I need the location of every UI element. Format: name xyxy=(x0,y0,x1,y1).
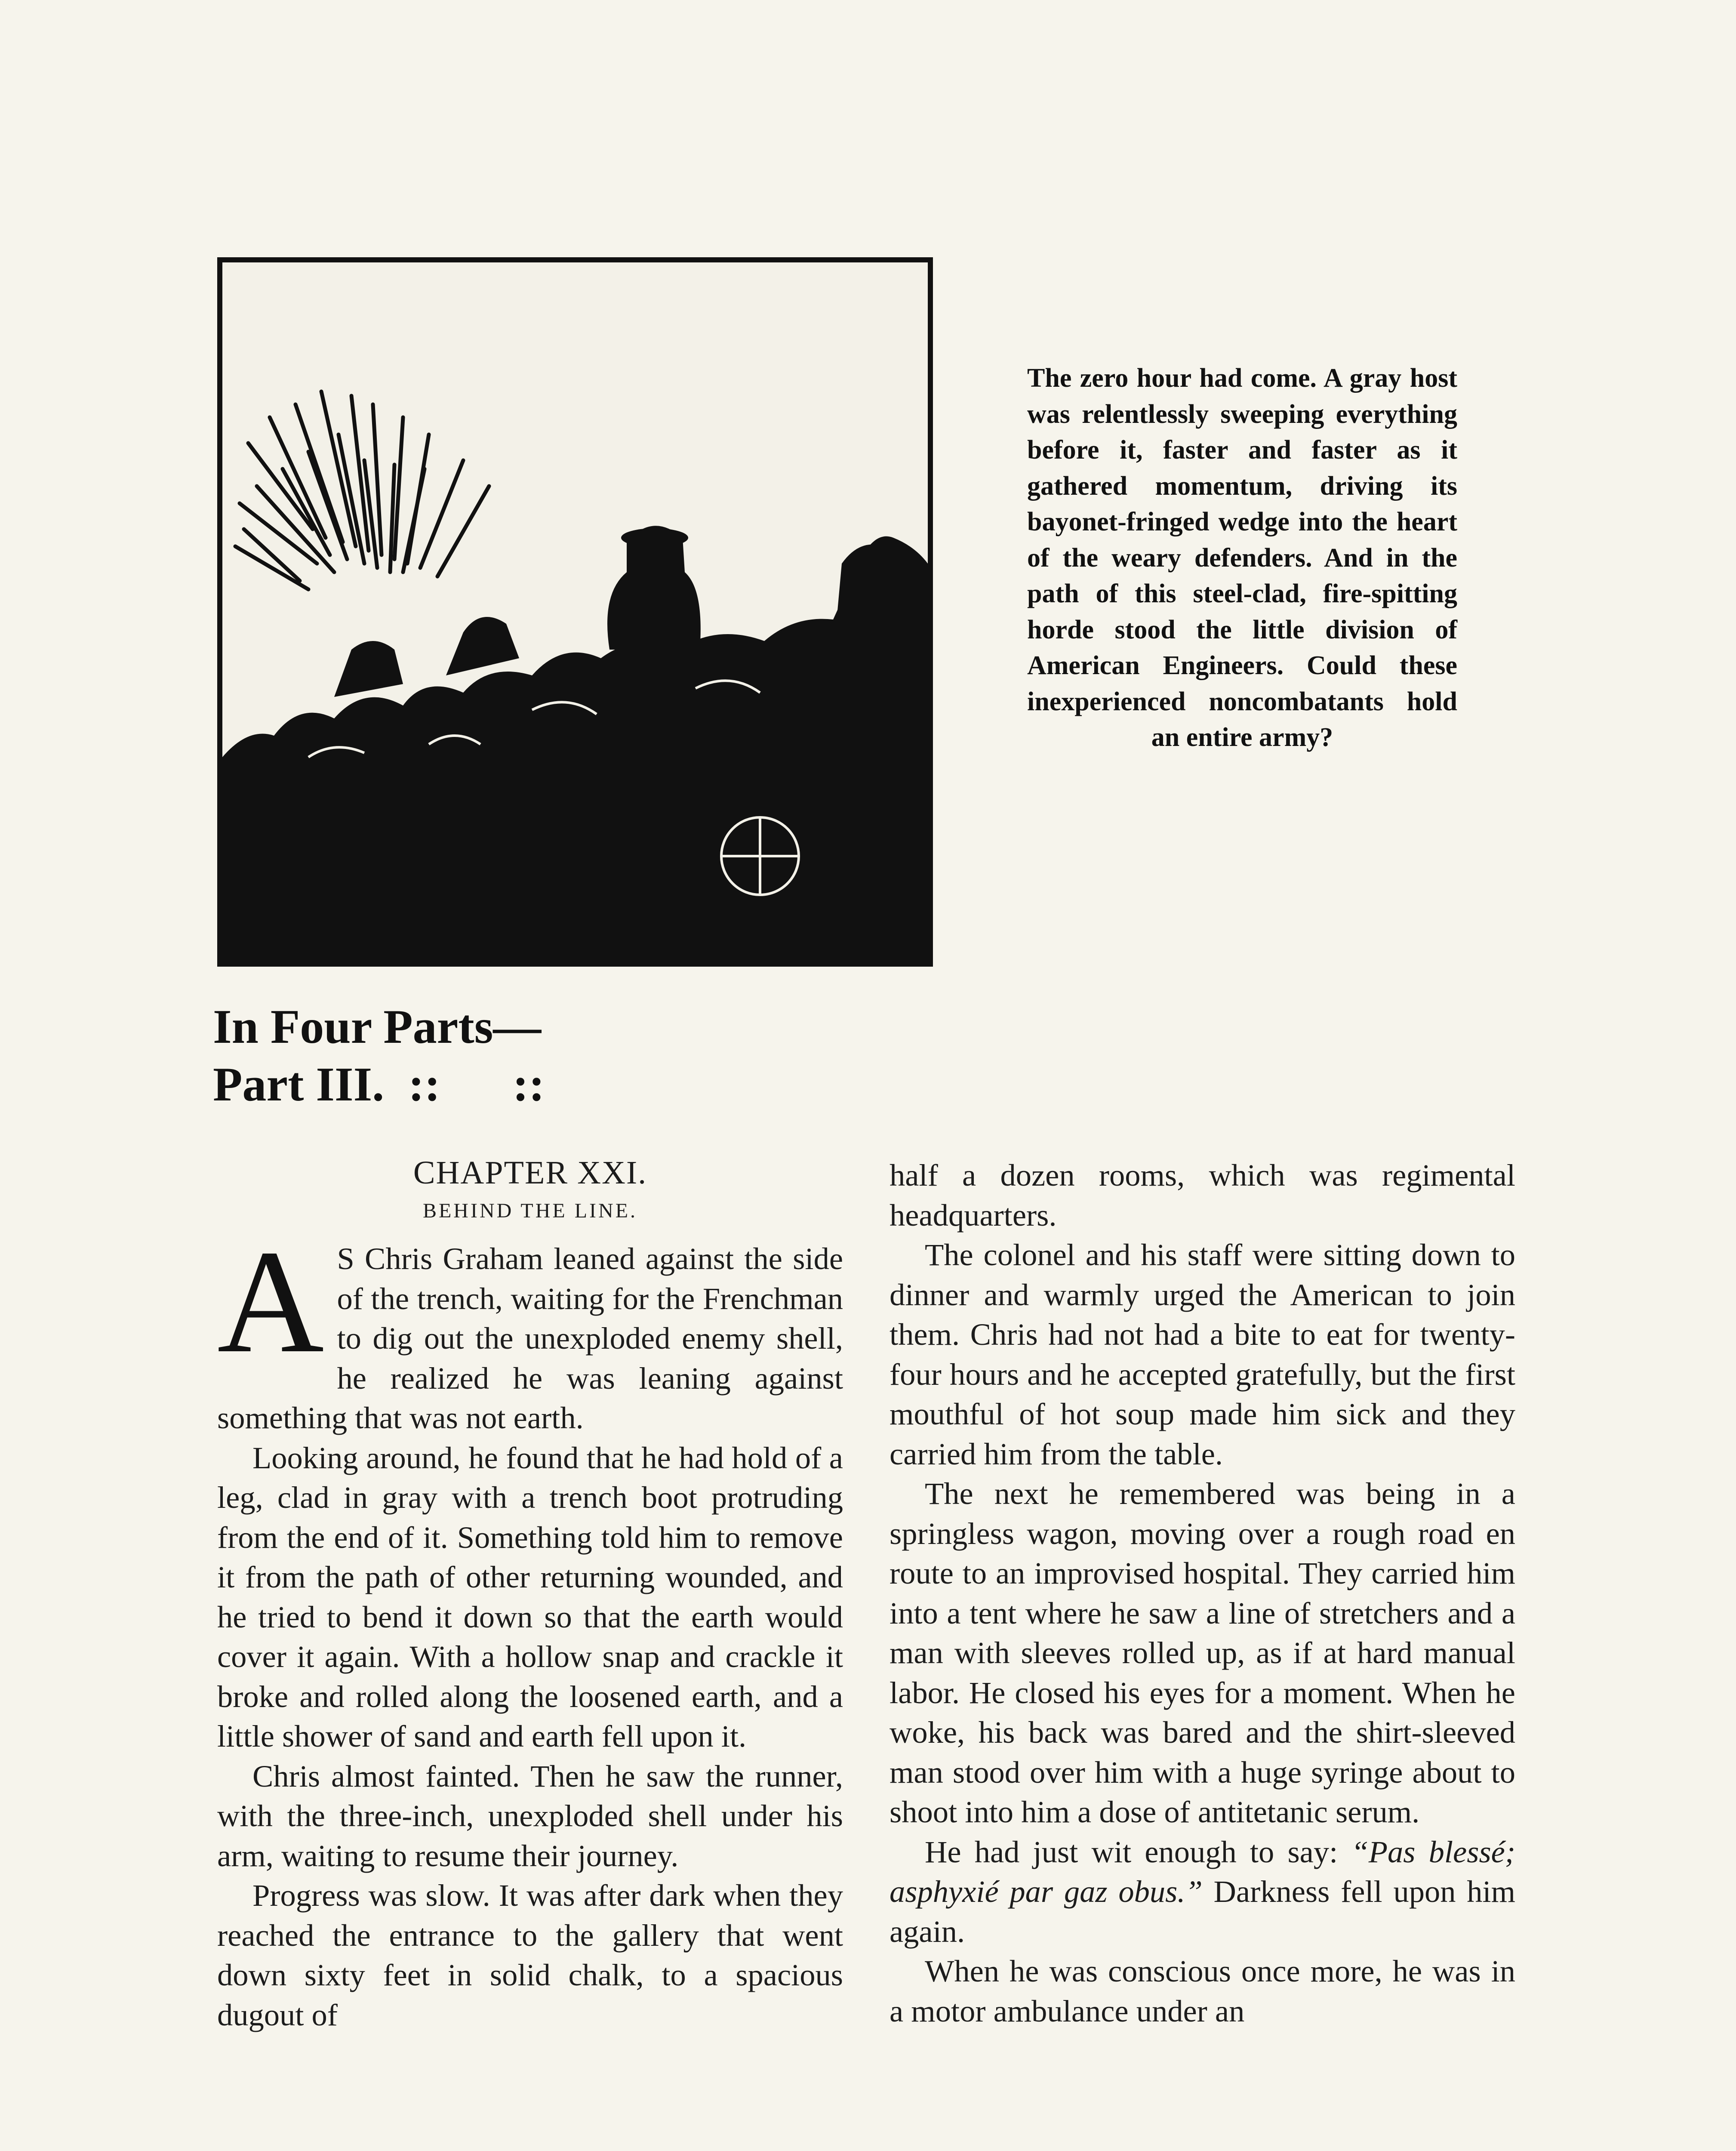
paragraph: The next he remembered was being in a springless wagon, moving over a rough road en route to an improvised hospital. They carried him into a tent where he saw a line of stretchers and a man with sleeves rolled up, as if at hard manual labor. He closed his eyes for a moment. When he woke, his back was bared and the shirt-sleeved man stood over him with a huge syringe about to shoot into him a dose of antitetanic serum. xyxy=(890,1476,1515,1829)
trench-illustration xyxy=(217,257,933,967)
paragraph: Looking around, he found that he had hold of a leg, clad in gray with a trench boot protruding from the end of it. Something told him to remove it from the path of other returning wounded, and he tried to bend it down so that the earth would cover it again. With a hollow snap and crackle it broke and rolled along the loosened earth, and a little shower of sand and earth fell upon it. xyxy=(217,1440,843,1753)
story-blurb: The zero hour had come. A gray host was relentlessly sweeping everything before it, faster and faster as it gathered momentum, driving its bayonet-fringed wedge into the heart of the weary defenders. And in the path of this steel-clad, fire-spitting horde stood the little division of American Engineers. Could these inexperienced noncombatants hold an entire army? xyxy=(1027,364,1457,752)
chapter-title: CHAPTER XXI. xyxy=(413,1155,647,1191)
paragraph: When he was conscious once more, he was in a motor ambulance under an xyxy=(890,1954,1515,2028)
chapter-subtitle: BEHIND THE LINE. xyxy=(422,1199,638,1222)
paragraph: half a dozen rooms, which was regimental headquarters. xyxy=(890,1158,1515,1233)
right-text-column xyxy=(890,1156,1515,2031)
paragraph-text: Darkness fell upon him again. xyxy=(890,1874,1515,1949)
paragraph-text: He had just wit enough to say: xyxy=(925,1834,1351,1869)
paragraph: Progress was slow. It was after dark when they reached the entrance to the gallery that went down sixty feet in solid chalk, to a spacious dugout of xyxy=(217,1878,843,2032)
french-quote: “Pas blessé; asphyxié par gaz obus.” xyxy=(890,1834,1515,1909)
part-heading-line-1: In Four Parts— xyxy=(213,1000,542,1054)
paragraph-text: S Chris Graham leaned against the side of the trench, waiting for the Frenchman to dig out the unexploded enemy shell, he realized he was leaning against something that was not earth. xyxy=(217,1241,843,1435)
paragraph: Chris almost fainted. Then he saw the runner, with the three-inch, unexploded shell under his arm, waiting to resume their journey. xyxy=(217,1758,843,1873)
paragraph: The colonel and his staff were sitting down to dinner and warmly urged the American to join them. Chris had not had a bite to eat for twenty-four hours and he accepted gratefully, but the first mouthful of hot soup made him sick and they carried him from the table. xyxy=(890,1237,1515,1471)
paragraph xyxy=(890,1832,1515,1952)
part-heading xyxy=(213,998,545,1113)
paragraph xyxy=(217,1220,843,1438)
part-heading-line-2: Part III. :: :: xyxy=(213,1058,545,1111)
left-text-column xyxy=(217,1153,843,2035)
soldiers-silhouette-image xyxy=(222,262,928,961)
drop-cap: A xyxy=(217,1220,324,1384)
